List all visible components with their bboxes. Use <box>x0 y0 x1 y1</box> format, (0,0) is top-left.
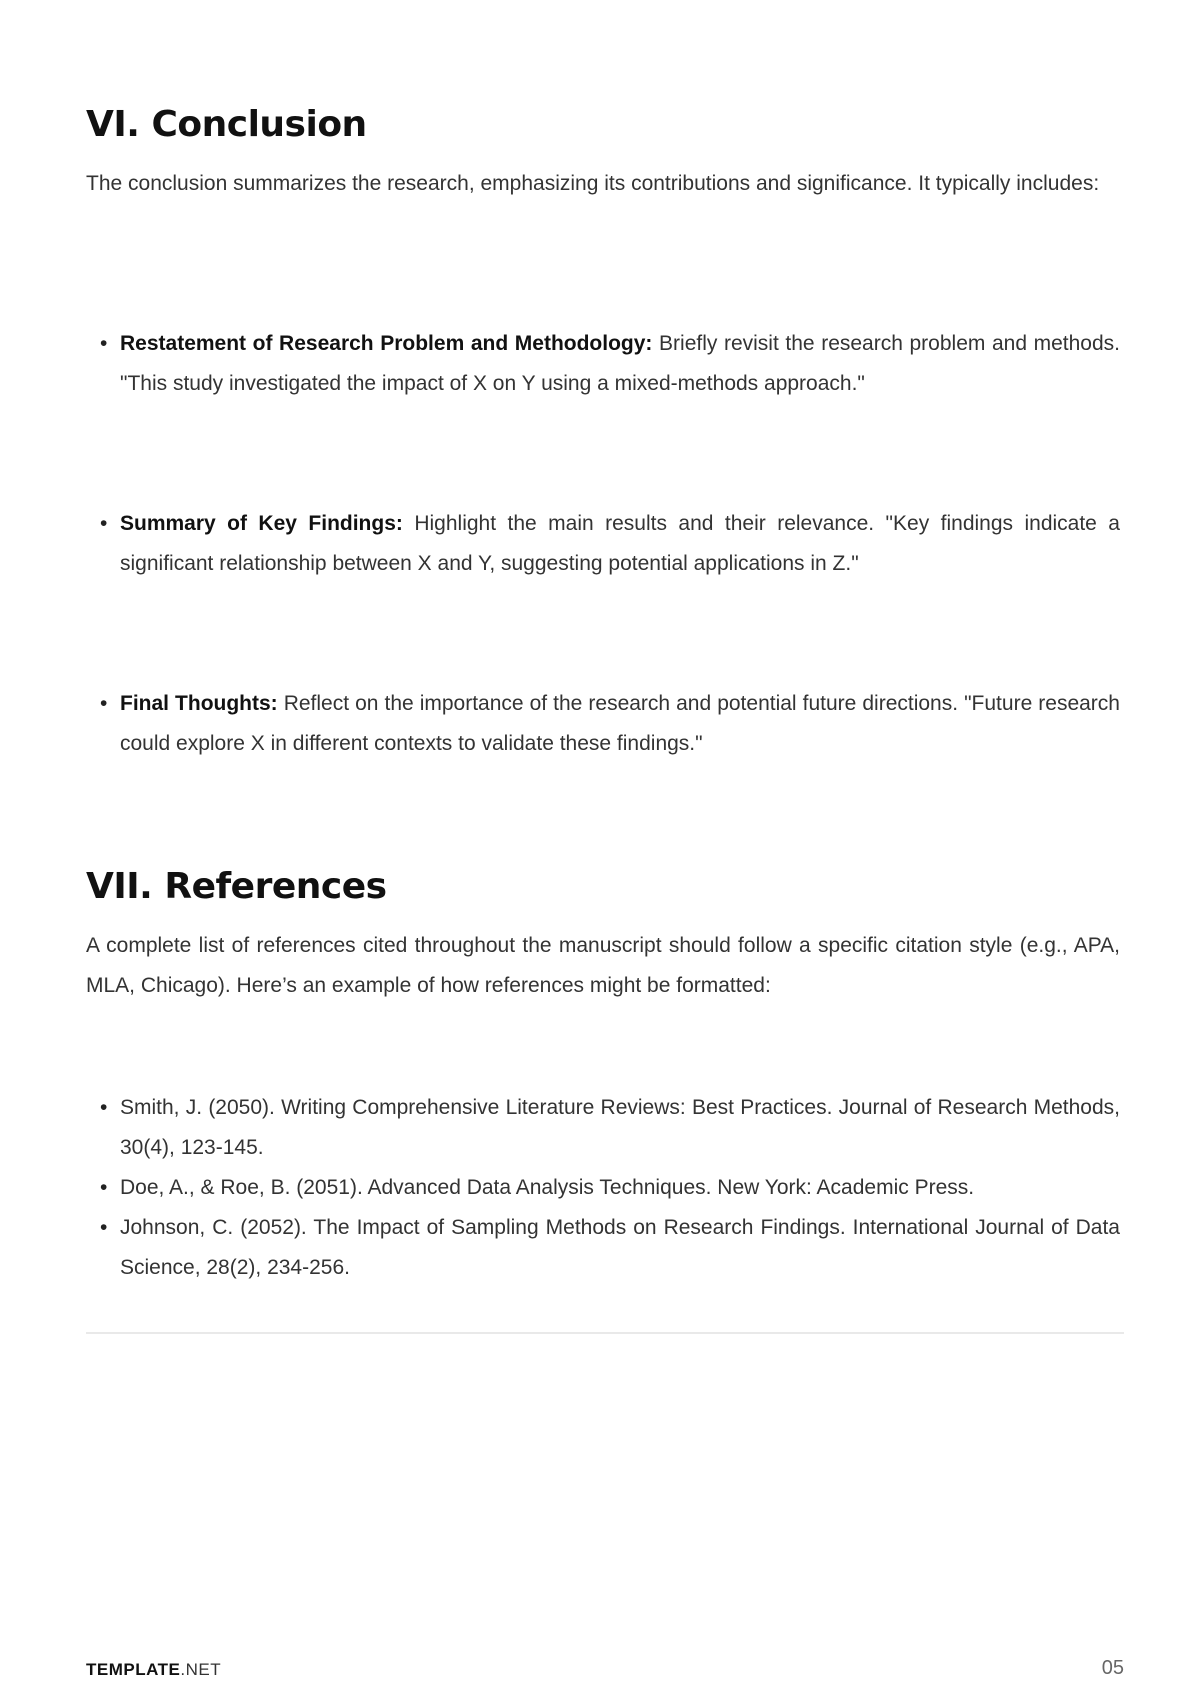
item-text: Reflect on the importance of the research and potential future directions. "Future research could explore X in different contexts to validate these findings." <box>120 692 1120 755</box>
reference-item <box>86 1208 1120 1288</box>
item-label: Summary of Key Findings: <box>120 512 403 535</box>
references-list <box>86 1088 1120 1288</box>
reference-text: Doe, A., & Roe, B. (2051). Advanced Data Analysis Techniques. New York: Academic Press. <box>120 1176 975 1199</box>
reference-item <box>86 1088 1120 1168</box>
reference-text: Smith, J. (2050). Writing Comprehensive Literature Reviews: Best Practices. Journal of Research Methods, 30(4), 123-145. <box>120 1096 1120 1159</box>
conclusion-item-key-findings <box>86 504 1120 584</box>
references-intro: A complete list of references cited throughout the manuscript should follow a specific citation style (e.g., APA, MLA, Chicago). Here’s an example of how references might be formatted: <box>86 934 1120 997</box>
bullet-icon: • <box>100 692 108 715</box>
conclusion-heading: VI. Conclusion <box>86 104 367 145</box>
bullet-icon: • <box>100 1216 108 1239</box>
bullet-icon: • <box>100 1096 108 1119</box>
bullet-icon: • <box>100 1176 108 1199</box>
conclusion-item-final-thoughts <box>86 684 1120 764</box>
conclusion-list-3 <box>86 684 1120 764</box>
reference-item <box>86 1168 1120 1208</box>
brand-logo <box>86 1660 221 1680</box>
bullet-icon: • <box>100 332 108 355</box>
conclusion-list-2 <box>86 504 1120 584</box>
reference-text: Johnson, C. (2052). The Impact of Sampling Methods on Research Findings. International Journal of Data Science, 28(2), 234-256. <box>120 1216 1120 1279</box>
references-heading: VII. References <box>86 866 387 907</box>
conclusion-list-1 <box>86 324 1120 404</box>
brand-strong: TEMPLATE <box>86 1660 181 1679</box>
bullet-icon: • <box>100 512 108 535</box>
item-text: Highlight the main results and their relevance. "Key findings indicate a significant relationship between X and Y, suggesting potential applications in Z." <box>120 512 1120 575</box>
page-number: 05 <box>1101 1657 1124 1679</box>
footer-divider <box>86 1332 1124 1334</box>
conclusion-item-restatement <box>86 324 1120 404</box>
item-label: Restatement of Research Problem and Methodology: <box>120 332 653 355</box>
brand-light: .NET <box>180 1660 222 1679</box>
item-label: Final Thoughts: <box>120 692 278 715</box>
conclusion-intro: The conclusion summarizes the research, emphasizing its contributions and significance. It typically includes: <box>86 172 1100 195</box>
item-text: Briefly revisit the research problem and methods. "This study investigated the impact of X on Y using a mixed-methods approach." <box>120 332 1120 395</box>
